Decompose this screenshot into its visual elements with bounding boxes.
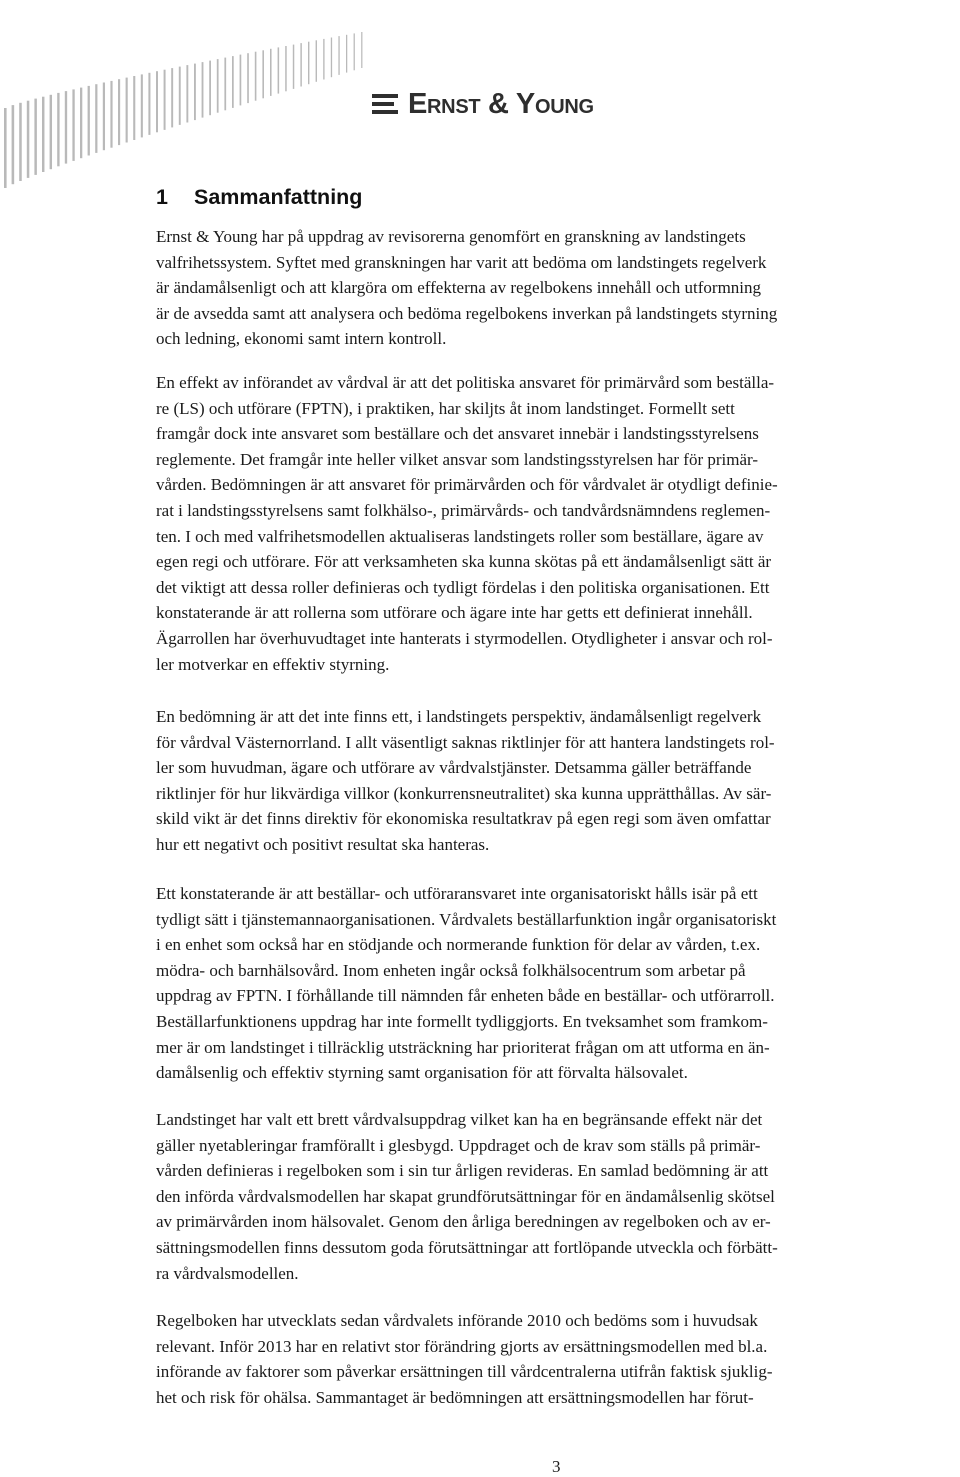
decorative-bar bbox=[270, 49, 272, 96]
text-line: egen regi och utförare. För att verksamheten ska kunna skötas på ett ändamålsenligt sätt är bbox=[156, 552, 772, 572]
decorative-bar bbox=[186, 65, 188, 122]
text-line: valfrihetssystem. Syftet med granskningen har varit att bedöma om landstingets regelverk bbox=[156, 252, 767, 272]
paragraph-5 bbox=[156, 1107, 956, 1286]
decorative-bar bbox=[126, 78, 128, 143]
section-heading bbox=[156, 184, 362, 210]
decorative-bar bbox=[156, 71, 158, 132]
decorative-bar bbox=[57, 93, 59, 166]
decorative-bar bbox=[247, 53, 249, 103]
decorative-bar bbox=[42, 97, 44, 172]
decorative-bar bbox=[72, 89, 74, 160]
text-line: Beställarfunktionens uppdrag har inte formellt tydliggjorts. En tveksamhet som framkom- bbox=[156, 1011, 768, 1031]
decorative-bar bbox=[285, 46, 287, 91]
decorative-bar bbox=[19, 103, 22, 181]
text-line: En bedömning är att det inte finns ett, i landstingets perspektiv, ändamålsenligt regelverk bbox=[156, 707, 762, 726]
decorative-bar bbox=[217, 59, 219, 113]
decorative-bar bbox=[262, 50, 264, 98]
decorative-bar bbox=[354, 33, 355, 70]
decorative-bar bbox=[141, 74, 143, 137]
text-line: framgår dock inte ansvaret som beställare och det ansvaret innebär i landstingsstyrelsens bbox=[156, 424, 759, 444]
text-line: för vårdval Västernorrland. I allt väsentligt saknas riktlinjer för att hantera landstingets rol- bbox=[156, 732, 775, 752]
decorative-bar bbox=[164, 70, 166, 130]
text-line: relevant. Inför 2013 har en relativt stor förändring gjorts av ersättningsmodellen med bl.a. bbox=[156, 1336, 768, 1356]
text-line: het och risk för ohälsa. Sammantaget är bedömningen att ersättningsmodellen har förut- bbox=[156, 1387, 754, 1407]
text-line: den införda vårdvalsmodellen har skapat grundförutsättningar för en ändamålsenlig skötsel bbox=[156, 1186, 775, 1206]
decorative-bar bbox=[110, 81, 112, 148]
decorative-bar bbox=[65, 91, 67, 164]
text-line: i en enhet som också har en stödjande och normerande funktion för delar av vården, t.ex. bbox=[156, 935, 761, 955]
text-line: Regelboken har utvecklats sedan vårdvalets införande 2010 och bedöms som i huvudsak bbox=[156, 1311, 758, 1330]
text-line: vården. Bedömningen är att ansvaret för primärvården och för vårdvalet är otydligt definie- bbox=[156, 475, 778, 495]
decorative-bar bbox=[4, 108, 7, 188]
text-line: det viktigt att dessa roller definieras och tydligt fördelas i den politiska organisationen. Ett bbox=[156, 577, 770, 597]
text-line: Ernst & Young har på uppdrag av revisorerna genomfört en granskning av landstingets bbox=[156, 227, 746, 246]
decorative-bar-fan bbox=[0, 0, 380, 190]
decorative-bar bbox=[346, 35, 347, 73]
text-line: skild vikt är det finns direktiv för ekonomiska resultatkrav på egen regi som även omfattar bbox=[156, 809, 771, 829]
text-line: re (LS) och utförare (FPTN), i praktiken, har skiljts åt inom landstinget. Formellt sett bbox=[156, 398, 735, 418]
paragraph-6 bbox=[156, 1308, 956, 1410]
text-line: mödra- och barnhälsovård. Inom enheten ingår också folkhälsocentrum som arbetar på bbox=[156, 960, 746, 980]
decorative-bar bbox=[232, 56, 234, 108]
decorative-bar bbox=[323, 39, 324, 80]
paragraph-1 bbox=[156, 224, 956, 352]
text-line: och ledning, ekonomi samt intern kontroll. bbox=[156, 329, 447, 349]
paragraph-2 bbox=[156, 370, 956, 677]
decorative-bar bbox=[12, 105, 15, 184]
decorative-bar bbox=[194, 64, 196, 121]
decorative-bar bbox=[224, 58, 226, 111]
text-line: ten. I och med valfrihetsmodellen aktualiseras landstingets roller som beställare, ägare av bbox=[156, 526, 764, 546]
decorative-bar bbox=[308, 42, 309, 84]
text-line: ler som huvudman, ägare och utförare av vårdvalstjänster. Detsamma gäller beträffande bbox=[156, 758, 752, 778]
text-line: En effekt av införandet av vårdval är att det politiska ansvaret för primärvård som beställa- bbox=[156, 373, 775, 392]
text-line: ler motverkar en effektiv styrning. bbox=[156, 654, 390, 674]
text-line: Landstinget har valt ett brett vårdvalsuppdrag vilket kan ha en begränsande effekt när det bbox=[156, 1110, 763, 1129]
text-line: sättningsmodellen finns dessutom goda förutsättningar att fortlöpande utveckla och förbätt- bbox=[156, 1237, 778, 1257]
text-line: gäller nyetableringar framförallt i glesbygd. Uppdraget och de krav som ställs på primär- bbox=[156, 1135, 761, 1155]
decorative-bar bbox=[118, 79, 120, 145]
text-line: vården definieras i regelboken som i sin tur årligen revideras. En samlad bedömning är att bbox=[156, 1161, 769, 1181]
decorative-bar bbox=[148, 73, 150, 135]
decorative-bar bbox=[88, 86, 90, 156]
section-number: 1 bbox=[156, 185, 168, 209]
decorative-bar bbox=[338, 36, 339, 75]
paragraph-3 bbox=[156, 704, 956, 858]
decorative-bar bbox=[240, 55, 242, 106]
logo-wordmark: Ernst & Young bbox=[408, 87, 594, 120]
text-line: är de avsedda samt att analysera och bedöma regelbokens inverkan på landstingets styrning bbox=[156, 303, 778, 323]
decorative-bar bbox=[316, 40, 317, 82]
text-line: reglemente. Det framgår inte heller vilket ansvar som landstingsstyrelsen har för primär- bbox=[156, 449, 759, 469]
text-line: konstaterande är att rollerna som utförare och ägare inte har getts ett definierat innehåll. bbox=[156, 603, 753, 623]
text-line: ra vårdvalsmodellen. bbox=[156, 1263, 299, 1283]
company-logo bbox=[372, 86, 594, 122]
decorative-bar bbox=[255, 52, 257, 101]
text-line: tydligt sätt i tjänstemannaorganisationen. Vårdvalets beställarfunktion ingår organisatoriskt bbox=[156, 909, 777, 929]
decorative-bar bbox=[331, 38, 332, 78]
text-line: införande av faktorer som påverkar ersättningen till vårdcentralerna utifrån faktisk sjuklig- bbox=[156, 1362, 773, 1382]
decorative-bar bbox=[133, 76, 135, 140]
decorative-bar bbox=[209, 61, 211, 116]
decorative-bar bbox=[300, 43, 301, 86]
decorative-bar bbox=[179, 67, 181, 125]
decorative-bar bbox=[202, 62, 204, 118]
ey-logo-icon bbox=[372, 91, 398, 117]
decorative-bar bbox=[50, 95, 52, 169]
decorative-bar bbox=[103, 83, 105, 151]
text-line: riktlinjer för hur likvärdiga villkor (konkurrensneutralitet) ska kunna upprätthållas. Av sär- bbox=[156, 783, 772, 803]
text-line: rat i landstingsstyrelsens samt folkhälso-, primärvårds- och tandvårdsnämndens reglemen- bbox=[156, 500, 771, 520]
decorative-bar bbox=[34, 99, 36, 175]
text-line: uppdrag av FPTN. I förhållande till nämnden får enheten både en beställar- och utförarroll. bbox=[156, 986, 775, 1006]
decorative-bar bbox=[293, 45, 294, 89]
decorative-bar bbox=[95, 84, 97, 153]
paragraph-4 bbox=[156, 881, 956, 1086]
decorative-bar bbox=[27, 101, 30, 178]
text-line: är ändamålsenligt och att klargöra om effekterna av regelbokens innehåll och utformning bbox=[156, 278, 762, 298]
text-line: hur ett negativt och positivt resultat ska hanteras. bbox=[156, 834, 490, 854]
text-line: mer är om landstinget i tillräcklig utsträckning har prioriterat frågan om att utforma en än- bbox=[156, 1037, 770, 1057]
text-line: Ett konstaterande är att beställar- och utföraransvaret inte organisatoriskt hålls isär på ett bbox=[156, 884, 758, 903]
page-number: 3 bbox=[552, 1457, 561, 1476]
decorative-bar bbox=[361, 32, 362, 68]
decorative-bar bbox=[80, 88, 82, 159]
text-line: av primärvården inom hälsovalet. Genom den årliga beredningen av regelboken och av er- bbox=[156, 1212, 771, 1232]
section-title: Sammanfattning bbox=[194, 185, 363, 209]
decorative-bar bbox=[171, 68, 173, 127]
text-line: Ägarrollen har överhuvudtaget inte hanterats i styrmodellen. Otydligheter i ansvar och rol- bbox=[156, 628, 773, 648]
decorative-bar bbox=[278, 47, 280, 93]
text-line: damålsenlig och effektiv styrning samt organisation för att förvalta hälsovalet. bbox=[156, 1063, 688, 1083]
